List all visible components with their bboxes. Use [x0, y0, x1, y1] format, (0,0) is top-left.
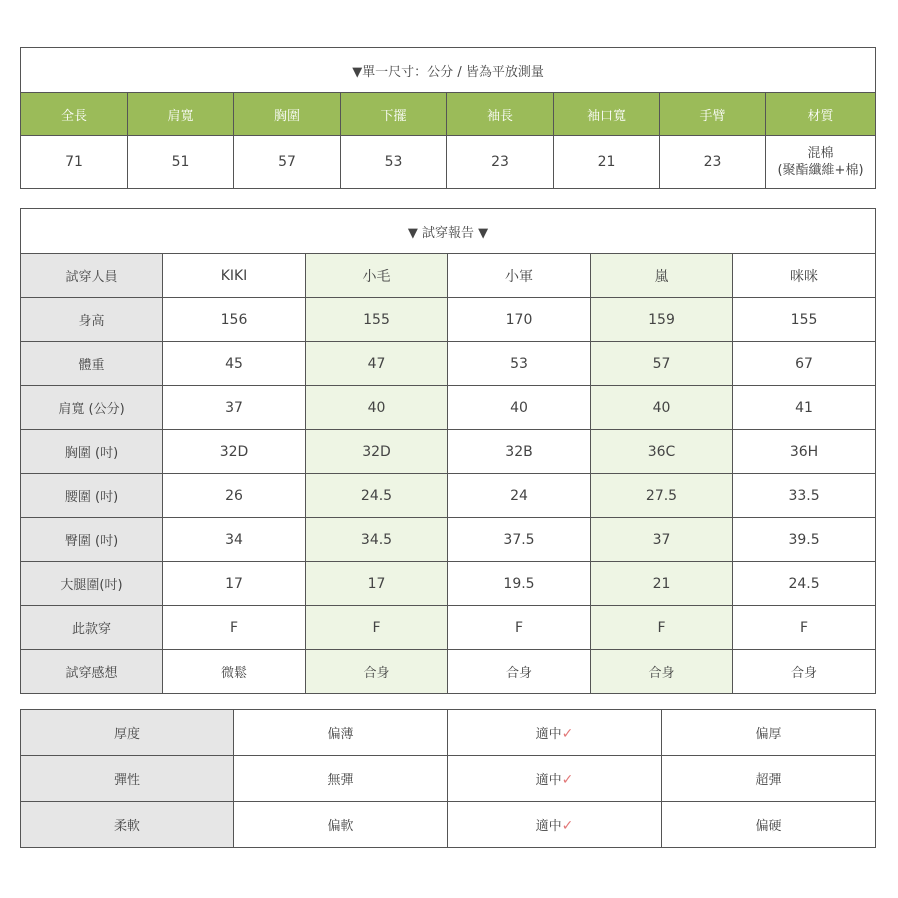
fabric-option-cell — [448, 802, 662, 848]
size-value-arm: 23 — [660, 136, 766, 189]
report-title: ▼ 試穿報告 ▼ — [21, 209, 876, 254]
size-value-material — [766, 136, 876, 189]
report-row-label: 此款穿 — [21, 606, 163, 650]
fabric-option-label: 超彈 — [755, 773, 782, 788]
report-cell: 156 — [163, 298, 306, 342]
report-row-label: 體重 — [21, 342, 163, 386]
report-cell: 32D — [306, 430, 448, 474]
report-cell: 合身 — [448, 650, 591, 694]
report-cell: 32B — [448, 430, 591, 474]
size-table-title: ▼單一尺寸：公分 / 皆為平放測量 — [21, 48, 876, 93]
size-header-arm: 手臂 — [660, 93, 766, 136]
try-on-report-table — [20, 208, 876, 694]
table-row — [21, 474, 876, 518]
report-cell: KIKI — [163, 254, 306, 298]
report-cell: 37.5 — [448, 518, 591, 562]
report-cell: 24 — [448, 474, 591, 518]
report-cell: 17 — [306, 562, 448, 606]
fabric-option-label: 偏硬 — [755, 819, 782, 834]
size-header-sleeve-length: 袖長 — [447, 93, 554, 136]
fabric-option-label: 偏軟 — [327, 819, 354, 834]
table-row — [21, 518, 876, 562]
report-cell: 155 — [306, 298, 448, 342]
size-header-hem: 下擺 — [341, 93, 447, 136]
report-cell: 合身 — [733, 650, 876, 694]
report-cell: 27.5 — [591, 474, 733, 518]
size-value-sleeve-length: 23 — [447, 136, 554, 189]
size-value-hem: 53 — [341, 136, 447, 189]
size-value-chest: 57 — [234, 136, 341, 189]
fabric-row-label: 柔軟 — [21, 802, 234, 848]
size-header-material: 材質 — [766, 93, 876, 136]
report-cell: 34.5 — [306, 518, 448, 562]
report-cell: F — [163, 606, 306, 650]
fabric-option-cell — [448, 710, 662, 756]
fabric-option-cell — [234, 710, 448, 756]
report-cell: 17 — [163, 562, 306, 606]
table-row — [21, 802, 876, 848]
report-cell: 41 — [733, 386, 876, 430]
check-icon: ✓ — [561, 818, 574, 834]
report-cell: 34 — [163, 518, 306, 562]
fabric-option-cell — [234, 802, 448, 848]
table-row — [21, 606, 876, 650]
fabric-option-label: 適中 — [535, 727, 562, 742]
report-row-label: 臀圍 (吋) — [21, 518, 163, 562]
fabric-option-label: 偏薄 — [327, 727, 354, 742]
fabric-option-cell — [662, 756, 876, 802]
report-cell: 小軍 — [448, 254, 591, 298]
report-row-label: 胸圍 (吋) — [21, 430, 163, 474]
fabric-option-label: 無彈 — [327, 773, 354, 788]
report-cell: 37 — [163, 386, 306, 430]
report-row-label: 試穿感想 — [21, 650, 163, 694]
report-cell: 19.5 — [448, 562, 591, 606]
report-cell: F — [306, 606, 448, 650]
report-cell: 小毛 — [306, 254, 448, 298]
table-row — [21, 710, 876, 756]
size-value-length: 71 — [21, 136, 128, 189]
size-header-chest: 胸圍 — [234, 93, 341, 136]
check-icon: ✓ — [561, 772, 574, 788]
report-cell: 嵐 — [591, 254, 733, 298]
material-detail: (聚酯纖維+棉) — [777, 163, 864, 178]
table-row — [21, 430, 876, 474]
report-cell: 170 — [448, 298, 591, 342]
report-cell: 21 — [591, 562, 733, 606]
table-row — [21, 386, 876, 430]
report-cell: 32D — [163, 430, 306, 474]
report-cell: 39.5 — [733, 518, 876, 562]
report-row-label: 試穿人員 — [21, 254, 163, 298]
report-cell: 53 — [448, 342, 591, 386]
report-row-label: 肩寬 (公分) — [21, 386, 163, 430]
fabric-option-label: 適中 — [535, 819, 562, 834]
report-cell: 咪咪 — [733, 254, 876, 298]
report-cell: 微鬆 — [163, 650, 306, 694]
report-cell: 26 — [163, 474, 306, 518]
report-cell: 37 — [591, 518, 733, 562]
fabric-row-label: 彈性 — [21, 756, 234, 802]
report-cell: 45 — [163, 342, 306, 386]
fabric-option-cell — [662, 802, 876, 848]
report-cell: 159 — [591, 298, 733, 342]
size-header-shoulder: 肩寬 — [128, 93, 234, 136]
table-row — [21, 254, 876, 298]
report-cell: 合身 — [306, 650, 448, 694]
report-cell: 57 — [591, 342, 733, 386]
report-cell: 155 — [733, 298, 876, 342]
report-row-label: 身高 — [21, 298, 163, 342]
fabric-option-cell — [662, 710, 876, 756]
size-table — [20, 47, 876, 189]
fabric-option-cell — [234, 756, 448, 802]
report-row-label: 腰圍 (吋) — [21, 474, 163, 518]
fabric-option-cell — [448, 756, 662, 802]
table-row — [21, 756, 876, 802]
report-cell: 24.5 — [306, 474, 448, 518]
report-cell: 40 — [448, 386, 591, 430]
report-cell: F — [591, 606, 733, 650]
report-cell: 24.5 — [733, 562, 876, 606]
fabric-table — [20, 709, 876, 848]
report-cell: F — [733, 606, 876, 650]
size-value-shoulder: 51 — [128, 136, 234, 189]
report-cell: F — [448, 606, 591, 650]
fabric-row-label: 厚度 — [21, 710, 234, 756]
report-cell: 67 — [733, 342, 876, 386]
fabric-option-label: 偏厚 — [755, 727, 782, 742]
size-header-length: 全長 — [21, 93, 128, 136]
table-row — [21, 562, 876, 606]
report-cell: 47 — [306, 342, 448, 386]
report-cell: 36C — [591, 430, 733, 474]
report-cell: 36H — [733, 430, 876, 474]
check-icon: ✓ — [561, 726, 574, 742]
report-row-label: 大腿圍(吋) — [21, 562, 163, 606]
report-cell: 33.5 — [733, 474, 876, 518]
report-cell: 40 — [591, 386, 733, 430]
material-main: 混棉 — [807, 146, 834, 161]
report-cell: 合身 — [591, 650, 733, 694]
table-row — [21, 650, 876, 694]
table-row — [21, 342, 876, 386]
table-row — [21, 298, 876, 342]
size-header-cuff-width: 袖口寬 — [554, 93, 660, 136]
fabric-option-label: 適中 — [535, 773, 562, 788]
size-value-cuff-width: 21 — [554, 136, 660, 189]
report-cell: 40 — [306, 386, 448, 430]
